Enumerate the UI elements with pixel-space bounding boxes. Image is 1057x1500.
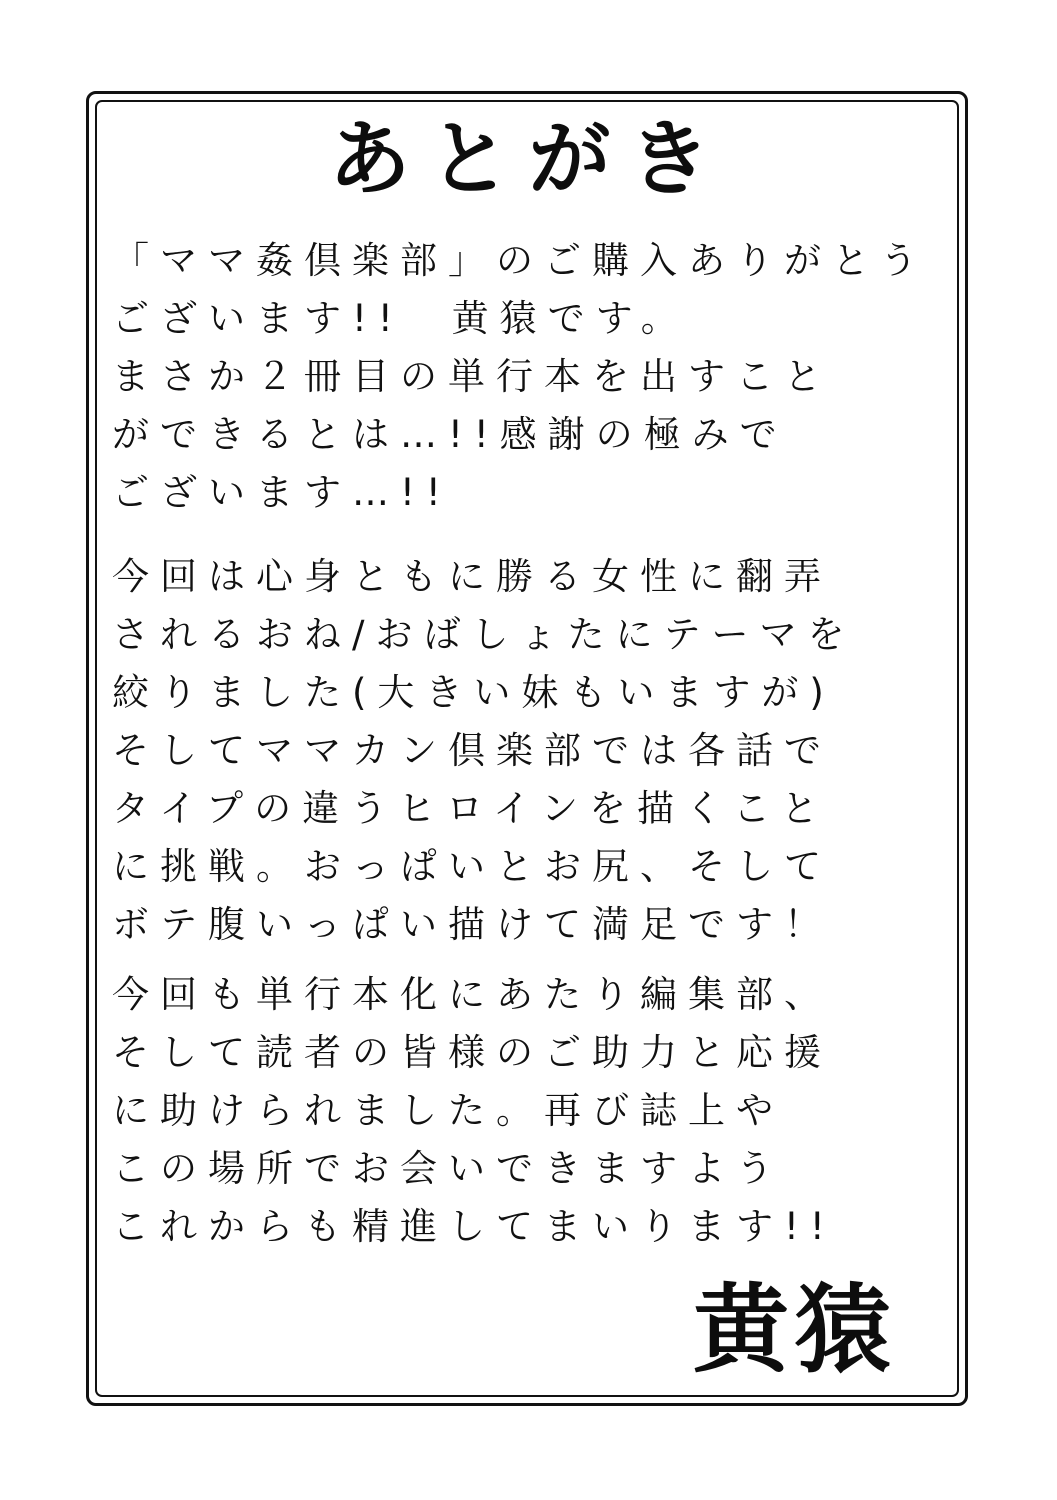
text-line: ができるとは…!!感謝の極みで bbox=[112, 413, 788, 456]
author-signature: 黄猿 bbox=[693, 1274, 897, 1386]
text-line: タイプの違うヒロインを描くこと bbox=[112, 787, 830, 830]
text-line: されるおね/おばしょたにテーマを bbox=[112, 613, 856, 656]
page-title: あとがき bbox=[328, 112, 729, 207]
text-line: そしてママカン倶楽部では各話で bbox=[112, 729, 832, 772]
text-line: この場所でお会いできますよう bbox=[112, 1147, 784, 1190]
afterword-text bbox=[112, 232, 952, 1256]
text-line: ボテ腹いっぱい描けて満足です！ bbox=[112, 903, 832, 946]
text-line: 「ママ姦倶楽部」のご購入ありがとう bbox=[112, 239, 928, 282]
text-line: ございます…!! bbox=[112, 471, 452, 514]
text-line: 今回も単行本化にあたり編集部、 bbox=[112, 973, 832, 1016]
text-line: ございます!! 黄猿です。 bbox=[112, 297, 689, 340]
text-line: 絞りました(大きい妹もいますが) bbox=[112, 671, 835, 714]
text-line: そして読者の皆様のご助力と応援 bbox=[112, 1031, 832, 1074]
text-line: これからも精進してまいります!! bbox=[112, 1205, 836, 1248]
text-line: 今回は心身ともに勝る女性に翻弄 bbox=[112, 555, 832, 598]
text-line: まさか２冊目の単行本を出すこと bbox=[112, 355, 832, 398]
text-line: に助けられました。再び誌上や bbox=[112, 1089, 784, 1132]
text-line: に挑戦。おっぱいとお尻、そして bbox=[112, 845, 832, 888]
